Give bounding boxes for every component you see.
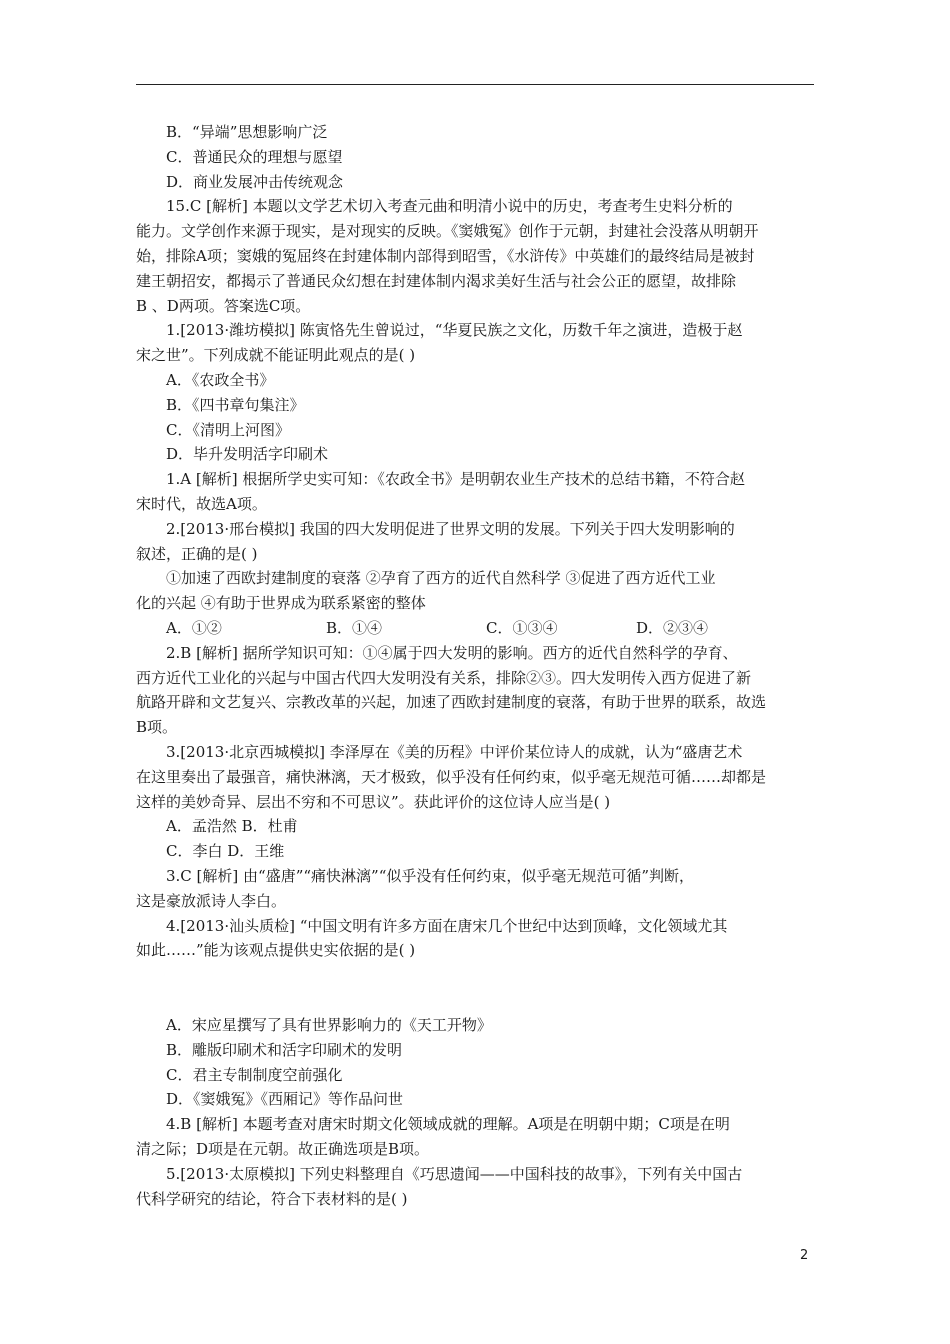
option-line: B．《四书章句集注》 (166, 395, 305, 414)
document-body (136, 120, 814, 1211)
answer-line: 能力。文学创作来源于现实，是对现实的反映。《窦娥冤》创作于元朝，封建社会没落从明朝开 (136, 222, 759, 241)
question-line: 3.[2013·北京西城模拟] 李泽厚在《美的历程》中评价某位诗人的成就，认为“盛唐艺术 (166, 742, 743, 761)
question-line: 宋之世”。下列成就不能证明此观点的是( ) (136, 346, 416, 365)
header-rule (136, 84, 814, 85)
option-line: A．宋应星撰写了具有世界影响力的《天工开物》 (166, 1016, 492, 1035)
option-a: A．①② (166, 618, 222, 637)
question-line: 2.[2013·邢台模拟] 我国的四大发明促进了世界文明的发展。下列关于四大发明影响的 (166, 519, 735, 538)
question-line: 4.[2013·汕头质检] “中国文明有许多方面在唐宋几个世纪中达到顶峰，文化领域尤其 (166, 916, 728, 935)
option-line: A．孟浩然 B．杜甫 (166, 817, 298, 836)
answer-line: 4.B [解析] 本题考查对唐宋时期文化领域成就的理解。A项是在明朝中期；C项是在明 (166, 1115, 730, 1134)
option-line: A．《农政全书》 (166, 370, 275, 389)
option-line: C．《清明上河图》 (166, 420, 290, 439)
statement-line: ①加速了西欧封建制度的衰落 ②孕育了西方的近代自然科学 ③促进了西方近代工业 (166, 569, 716, 588)
option-line: D．毕升发明活字印刷术 (166, 445, 329, 464)
option-line: B．雕版印刷术和活字印刷术的发明 (166, 1040, 403, 1059)
question-line: 在这里奏出了最强音，痛快淋漓，天才极致，似乎没有任何约束，似乎毫无规范可循……却都是 (136, 767, 767, 786)
question-line: 如此……”能为该观点提供史实依据的是( ) (136, 941, 416, 960)
option-line: C．普通民众的理想与愿望 (166, 147, 343, 166)
option-line: B．“异端”思想影响广泛 (166, 123, 328, 141)
option-line: C．君主专制制度空前强化 (166, 1065, 343, 1084)
blank-gap (136, 963, 814, 1013)
question-line: 代科学研究的结论，符合下表材料的是( ) (136, 1189, 408, 1208)
option-line: D．商业发展冲击传统观念 (166, 172, 344, 191)
option-c: C．①③④ (486, 618, 558, 637)
answer-line: B项。 (136, 718, 178, 737)
answer-line: 始，排除A项；窦娥的冤屈终在封建体制内部得到昭雪，《水浒传》中英雄们的最终结局是被封 (136, 246, 755, 265)
answer-line: 建王朝招安，都揭示了普通民众幻想在封建体制内渴求美好生活与社会公正的愿望，故排除 (136, 271, 737, 290)
option-b: B．①④ (326, 618, 383, 637)
answer-line: 宋时代，故选A项。 (136, 494, 267, 513)
answer-line: 这是豪放派诗人李白。 (136, 891, 287, 910)
option-line: C．李白 D．王维 (166, 842, 285, 861)
answer-line: 2.B [解析] 据所学知识可知：①④属于四大发明的影响。西方的近代自然科学的孕育、 (166, 643, 738, 662)
statement-line: 化的兴起 ④有助于世界成为联系紧密的整体 (136, 594, 426, 613)
answer-line: 西方近代工业化的兴起与中国古代四大发明没有关系，排除②③。四大发明传入西方促进了新 (136, 668, 752, 687)
q2-options (136, 616, 814, 641)
answer-line: 1.A [解析] 根据所学史实可知：《农政全书》是明朝农业生产技术的总结书籍，不符合赵 (166, 470, 745, 489)
question-line: 1.[2013·潍坊模拟] 陈寅恪先生曾说过，“华夏民族之文化，历数千年之演进，造极于赵 (166, 321, 743, 340)
option-d: D．②③④ (636, 618, 709, 637)
answer-line: 航路开辟和文艺复兴、宗教改革的兴起，加速了西欧封建制度的衰落，有助于世界的联系，故选 (136, 693, 767, 712)
answer-line: 15.C [解析] 本题以文学艺术切入考查元曲和明清小说中的历史，考查考生史料分析的 (166, 197, 733, 216)
option-line: D．《窦娥冤》《西厢记》等作品问世 (166, 1090, 404, 1109)
answer-line: B 、D两项。答案选C项。 (136, 296, 311, 315)
question-line: 5.[2013·太原模拟] 下列史料整理自《巧思遗闻——中国科技的故事》，下列有关中国古 (166, 1164, 743, 1183)
answer-line: 清之际；D项是在元朝。故正确选项是B项。 (136, 1140, 430, 1159)
page-number: 2 (800, 1248, 809, 1263)
question-line: 这样的美妙奇异、层出不穷和不可思议”。获此评价的这位诗人应当是( ) (136, 792, 611, 811)
answer-line: 3.C [解析] 由“盛唐”“痛快淋漓”“似乎没有任何约束，似乎毫无规范可循”判断， (166, 866, 695, 885)
question-line: 叙述，正确的是( ) (136, 544, 258, 563)
